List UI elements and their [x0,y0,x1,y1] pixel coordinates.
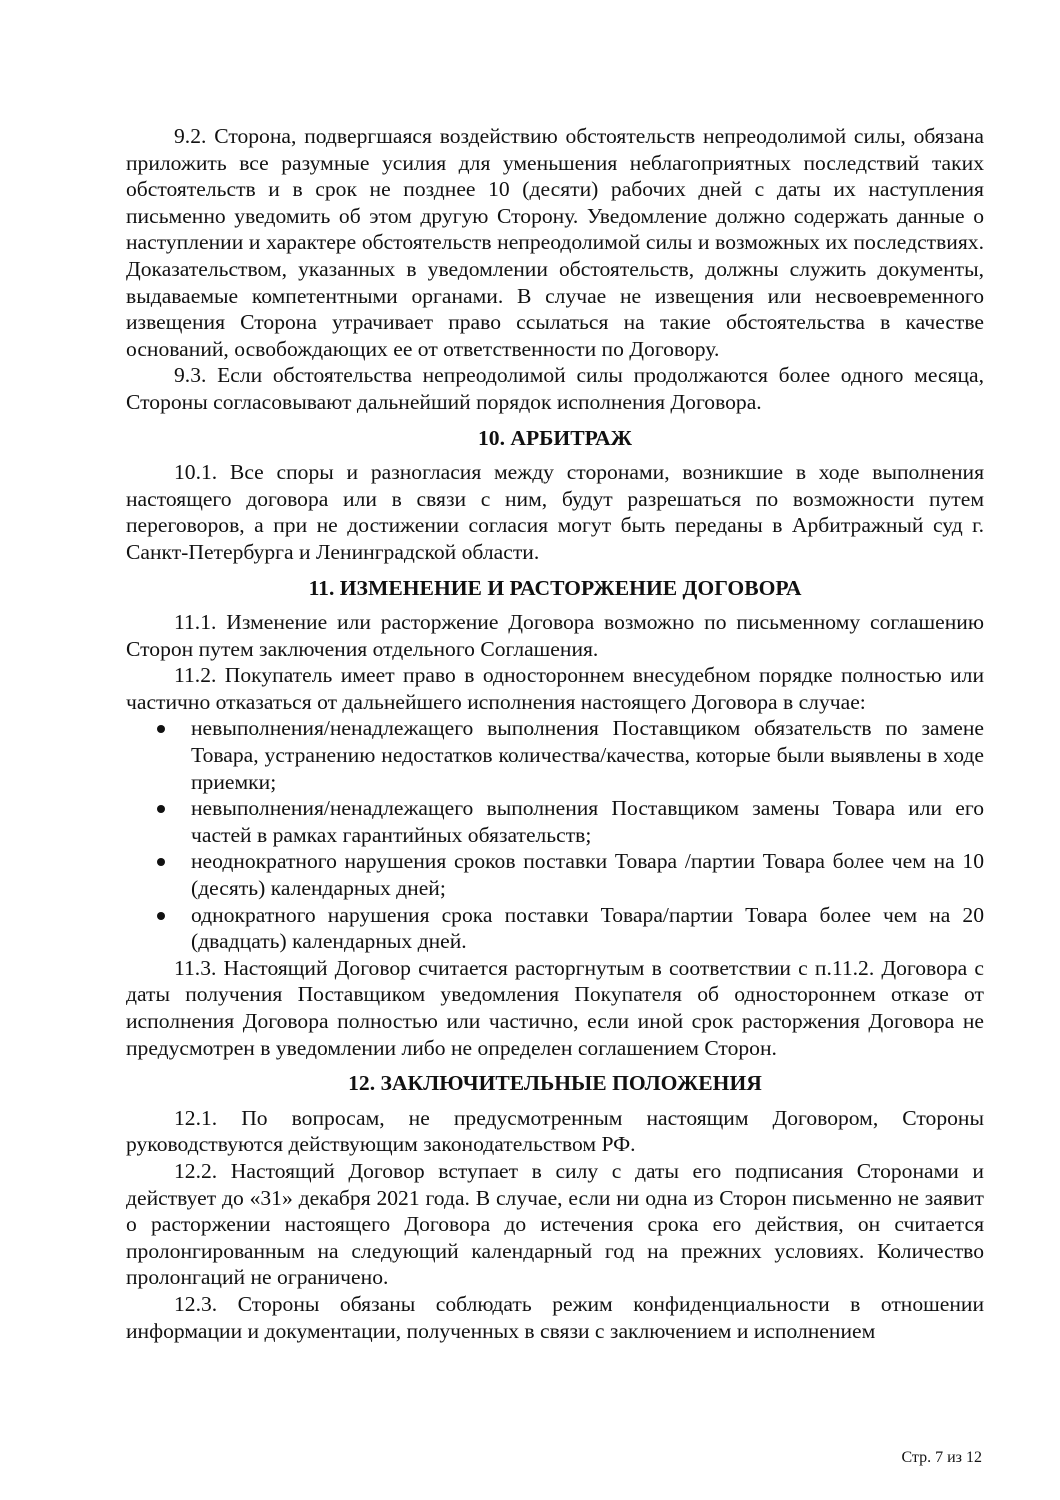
termination-grounds-list [126,715,984,954]
section-11-heading: 11. ИЗМЕНЕНИЕ И РАСТОРЖЕНИЕ ДОГОВОРА [308,575,802,600]
list-item [126,795,984,848]
paragraph-11-1: 11.1. Изменение или расторжение Договора возможно по письменному соглашению Сторон путем заключения отдельного Соглашения. [126,610,984,661]
list-item-text: неоднократного нарушения сроков поставки Товара /партии Товара более чем на 10 (десять) календарных дней; [191,849,984,901]
section-10-heading: 10. АРБИТРАЖ [477,425,633,450]
paragraph-12-2: 12.2. Настоящий Договор вступает в силу с даты его подписания Сторонами и действует до «31» декабря 2021 года. В случае, если ни одна из Сторон письменно не заявит о расторжении настоящего Договора до истечения срока его действия, он считается пролонгированным на следующий календарный год на прежних условиях. Количество пролонгаций не ограничено. [126,1158,984,1290]
paragraph-11-3: 11.3. Настоящий Договор считается расторгнутым в соответствии с п.11.2. Договора с даты получения Поставщиком уведомления Покупателя об одностороннем отказе от исполнения Договора полностью или частично, если иной срок расторжения Договора не предусмотрен в уведомлении либо не определен соглашением Сторон. [126,955,984,1060]
paragraph-9-3: 9.3. Если обстоятельства непреодолимой силы продолжаются более одного месяца, Стороны согласовывают дальнейший порядок исполнения Договора. [126,363,984,414]
bullet-icon [157,805,165,813]
bullet-icon [157,725,165,733]
paragraph-11-2: 11.2. Покупатель имеет право в одностороннем внесудебном порядке полностью или частично отказаться от дальнейшего исполнения настоящего Договора в случае: [126,663,984,714]
list-item [126,715,984,795]
paragraph-12-3: 12.3. Стороны обязаны соблюдать режим конфиденциальности в отношении информации и документации, полученных в связи с заключением и исполнением [126,1291,984,1343]
paragraph-12-1: 12.1. По вопросам, не предусмотренным настоящим Договором, Стороны руководствуются действующим законодательством РФ. [126,1105,984,1157]
bullet-icon [157,858,165,866]
list-item-text: невыполнения/ненадлежащего выполнения Поставщиком обязательств по замене Товара, устранению недостатков количества/качества, которые были выявлены в ходе приемки; [191,716,984,794]
list-item [126,902,984,955]
document-page [126,123,984,1344]
bullet-icon [157,912,165,920]
section-12-heading: 12. ЗАКЛЮЧИТЕЛЬНЫЕ ПОЛОЖЕНИЯ [348,1071,762,1096]
list-item [126,848,984,901]
paragraph-9-2: 9.2. Сторона, подвергшаяся воздействию обстоятельств непреодолимой силы, обязана приложить все разумные усилия для уменьшения неблагоприятных последствий таких обстоятельств и в срок не позднее 10 (десяти) рабочих дней с даты их наступления письменно уведомить об этом другую Сторону. Уведомление должно содержать данные о наступлении и характере обстоятельств непреодолимой силы и возможных их последствиях. Доказательством, указанных в уведомлении обстоятельств, должны служить документы, выдаваемые компетентными органами. В случае не извещения или несвоевременного извещения Сторона утрачивает право ссылаться на такие обстоятельства в качестве оснований, освобождающих ее от ответственности по Договору. [126,124,984,361]
list-item-text: однократного нарушения срока поставки Товара/партии Товара более чем на 20 (двадцать) календарных дней. [191,902,984,954]
paragraph-10-1: 10.1. Все споры и разногласия между сторонами, возникшие в ходе выполнения настоящего договора или в связи с ним, будут разрешаться по возможности путем переговоров, а при не достижении согласия могут быть переданы в Арбитражный суд г. Санкт-Петербурга и Ленинградской области. [126,460,984,564]
page-number: Стр. 7 из 12 [901,1449,982,1466]
list-item-text: невыполнения/ненадлежащего выполнения Поставщиком замены Товара или его частей в рамках гарантийных обязательств; [191,796,984,847]
